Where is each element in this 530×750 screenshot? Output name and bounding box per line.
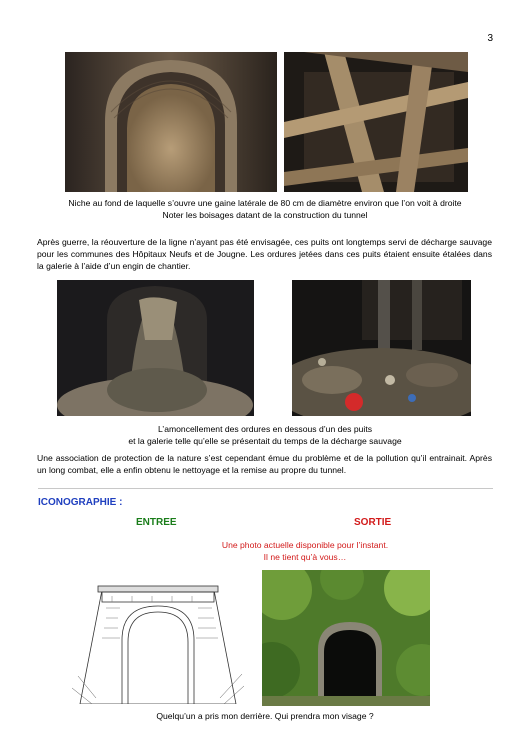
paragraph-association: Une association de protection de la nature s’est cependant émue du problème et de la pollution qu’il entrainait. Après un long combat, elle a enfin obtenu le nettoyage et la remise au propre du tunnel. <box>37 453 492 475</box>
entree-label: ENTREE <box>136 517 177 528</box>
caption-niche <box>30 197 500 221</box>
timbering-photo <box>284 52 468 192</box>
sortie-label: SORTIE <box>354 517 392 528</box>
photo-note <box>130 539 480 563</box>
photo-note-line2: Il ne tient qu’à vous… <box>263 552 347 562</box>
caption-niche-line2: Noter les boisages datant de la construction du tunnel <box>162 210 368 220</box>
entree-drawing <box>72 578 244 704</box>
iconography-heading: ICONOGRAPHIE : <box>38 497 123 508</box>
paragraph-decharge: Après guerre, la réouverture de la ligne n’ayant pas été envisagée, ces puits ont longtemps servi de décharge sauvage pour les communes des Hôpitaux Neufs et de Jougne. Les ordures jetées dans ces puits étaient ensuite étalées dans la galerie à l’aide d’un engin de chantier. <box>37 237 492 271</box>
caption-ordures-line1: L’amoncellement des ordures en dessous d’un des puits <box>157 424 373 434</box>
photo-note-line1: Une photo actuelle disponible pour l’instant. <box>221 540 389 550</box>
page-number: 3 <box>487 33 493 44</box>
caption-ordures <box>30 423 500 447</box>
debris-gallery-photo <box>57 280 254 416</box>
caption-ordures-line2: et la galerie telle qu’elle se présentait du temps de la décharge sauvage <box>128 436 402 446</box>
niche-photo <box>65 52 277 192</box>
garbage-photo <box>292 280 471 416</box>
iconography-caption: Quelqu’un a pris mon derrière. Qui prendra mon visage ? <box>156 711 374 721</box>
sortie-photo <box>262 570 430 706</box>
caption-niche-line1: Niche au fond de laquelle s’ouvre une gaine latérale de 80 cm de diamètre environ que l’on voit à droite <box>68 198 462 208</box>
section-divider <box>38 488 493 489</box>
